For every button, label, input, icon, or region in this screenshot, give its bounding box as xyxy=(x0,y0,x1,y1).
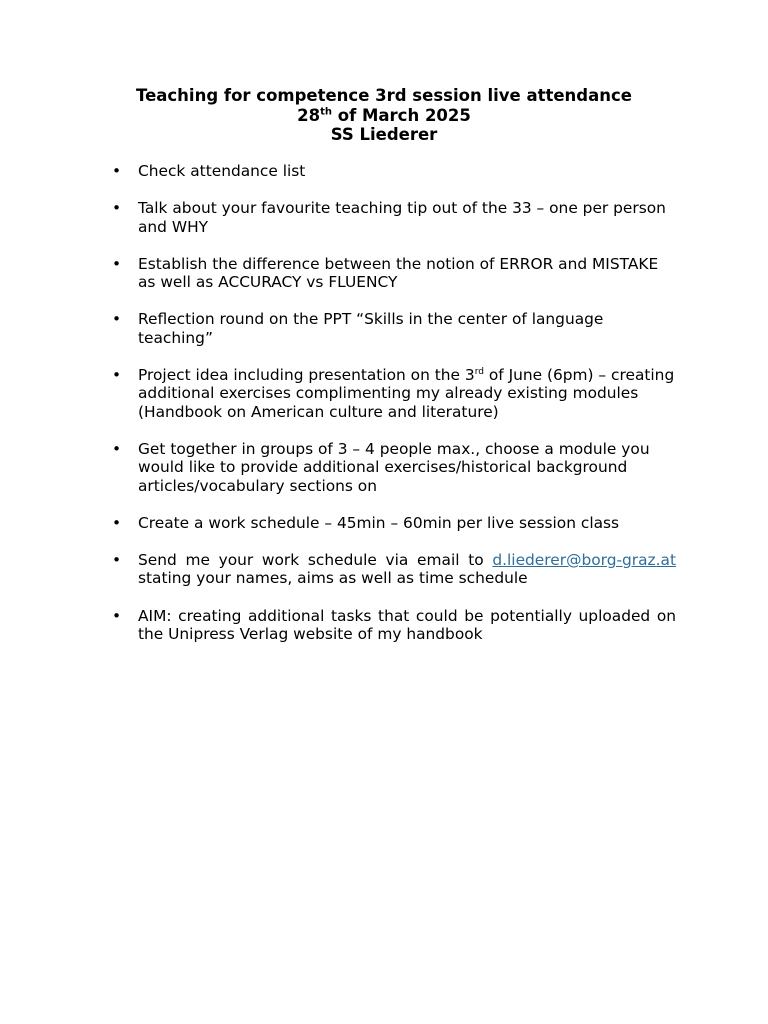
agenda-item-text-end: of June (6pm) – creating additional exercises complimenting my already existing modules (Handbook on American culture and literature) xyxy=(138,366,675,421)
agenda-item xyxy=(0,310,768,347)
agenda-item xyxy=(0,162,768,180)
bullet-icon: • xyxy=(112,199,122,218)
agenda-item xyxy=(0,514,768,532)
bullet-icon: • xyxy=(112,513,122,532)
document-date xyxy=(0,106,768,126)
agenda-item-text xyxy=(138,366,674,421)
agenda-item-text: Create a work schedule – 45min – 60min per live session class xyxy=(138,513,620,532)
bullet-icon: • xyxy=(112,606,122,625)
agenda-item xyxy=(0,366,768,421)
bullet-icon: • xyxy=(112,366,122,385)
bullet-icon: • xyxy=(112,310,122,329)
date-day: 28 xyxy=(297,105,321,125)
agenda-item-text: Get together in groups of 3 – 4 people max., choose a module you would like to provide additional exercises/historical background articles/vocabulary sections on xyxy=(138,439,650,495)
agenda-item-text: Check attendance list xyxy=(138,162,306,180)
document-author: SS Liederer xyxy=(330,125,438,144)
date-ordinal-suffix: th xyxy=(320,106,332,117)
agenda-item xyxy=(0,255,768,292)
document-header xyxy=(0,86,768,145)
bullet-icon: • xyxy=(112,162,122,180)
bullet-icon: • xyxy=(112,439,122,458)
agenda-item xyxy=(0,199,768,236)
agenda-item-text: Talk about your favourite teaching tip out of the 33 – one per person and WHY xyxy=(138,199,666,236)
agenda-item xyxy=(0,440,768,495)
bullet-icon: • xyxy=(112,254,122,273)
agenda-list xyxy=(0,162,768,662)
date-month-year: of March 2025 xyxy=(331,105,471,125)
agenda-item xyxy=(0,607,768,644)
email-link[interactable]: d.liederer@borg-graz.at xyxy=(492,551,676,570)
agenda-item xyxy=(0,551,768,588)
agenda-item-text: Reflection round on the PPT “Skills in the center of language teaching” xyxy=(138,310,604,347)
agenda-item-text: Establish the difference between the notion of ERROR and MISTAKE as well as ACCURACY vs FLUENCY xyxy=(138,254,659,292)
ordinal-suffix: rd xyxy=(474,366,484,377)
bullet-icon: • xyxy=(112,551,122,570)
document-title: Teaching for competence 3rd session live attendance xyxy=(136,86,632,105)
agenda-item-text xyxy=(138,551,676,587)
agenda-item-text-start: Send me your work schedule via email to xyxy=(138,551,493,570)
agenda-item-text-start: Project idea including presentation on the 3 xyxy=(138,366,475,385)
agenda-item-text: AIM: creating additional tasks that could be potentially uploaded on the Unipress Verlag website of my handbook xyxy=(138,606,676,644)
agenda-item-text-end: stating your names, aims as well as time schedule xyxy=(138,569,528,588)
